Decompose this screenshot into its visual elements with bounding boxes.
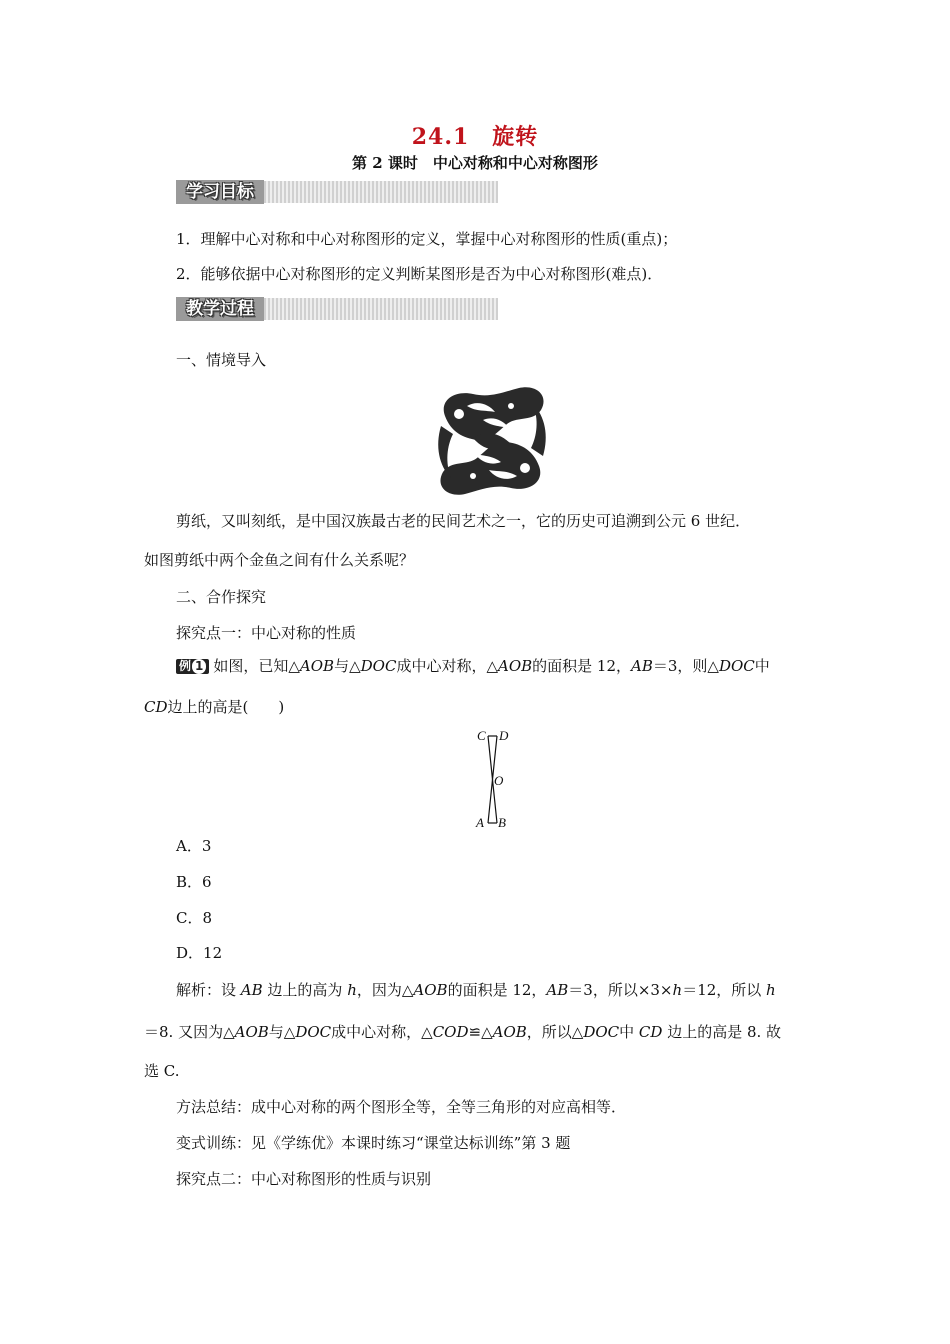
goal-item-2: 2．能够依据中心对称图形的定义判断某图形是否为中心对称图形(难点)． [176,265,663,283]
example1-line1: 例 1 如图，已知△AOB与△DOC成中心对称，△AOB的面积是 12，AB＝3，则△DOC中 [176,656,770,676]
page-title: 24.1 旋转 [411,124,539,150]
label-a: A [476,815,484,830]
option-b: B．6 [176,873,212,891]
intro-paragraph-line2: 如图剪纸中两个金鱼之间有什么关系呢？ [144,551,415,569]
analysis-line3: 选 C. [144,1062,180,1080]
papercut-goldfish-image [433,386,551,496]
option-c: C．8 [176,909,213,927]
intro-heading: 一、情境导入 [176,351,267,369]
label-d: D [499,728,509,743]
section-label-process: 教学过程 [176,297,264,321]
explore-point2: 探究点二：中心对称图形的性质与识别 [176,1170,432,1188]
method-summary: 方法总结：成中心对称的两个图形全等，全等三角形的对应高相等． [176,1098,627,1116]
option-a: A．3 [176,837,212,855]
page-subtitle: 第 2 课时 中心对称和中心对称图形 [352,154,598,172]
option-d: D．12 [176,944,223,962]
label-c: C [477,728,486,743]
intro-paragraph-line1: 剪纸，又叫刻纸，是中国汉族最古老的民间艺术之一，它的历史可追溯到公元 6 世纪． [176,512,751,530]
explore-heading: 二、合作探究 [176,588,267,606]
label-b: B [498,815,506,830]
variant-training: 变式训练：见《学练优》本课时练习“课堂达标训练”第 3 题 [176,1134,571,1152]
section-label-goals: 学习目标 [176,180,264,204]
example1-line2: CD边上的高是( ) [144,698,285,716]
label-o: O [494,773,504,788]
example-badge: 例 1 [176,659,209,674]
section-bar-goals [176,181,498,203]
goal-item-1: 1．理解中心对称和中心对称图形的定义，掌握中心对称图形的性质(重点)； [176,230,678,248]
explore-point1: 探究点一：中心对称的性质 [176,624,357,642]
analysis-line1: 解析：设 AB 边上的高为 h，因为△AOB的面积是 12，AB＝3，所以×3×h＝12，所以 h [176,981,776,999]
triangle-figure [460,725,520,833]
section-bar-process [176,298,498,320]
example-number: 1 [192,659,206,674]
analysis-line2: ＝8. 又因为△AOB与△DOC成中心对称，△COD≌△AOB，所以△DOC中 CD 边上的高是 8. 故 [144,1023,782,1041]
